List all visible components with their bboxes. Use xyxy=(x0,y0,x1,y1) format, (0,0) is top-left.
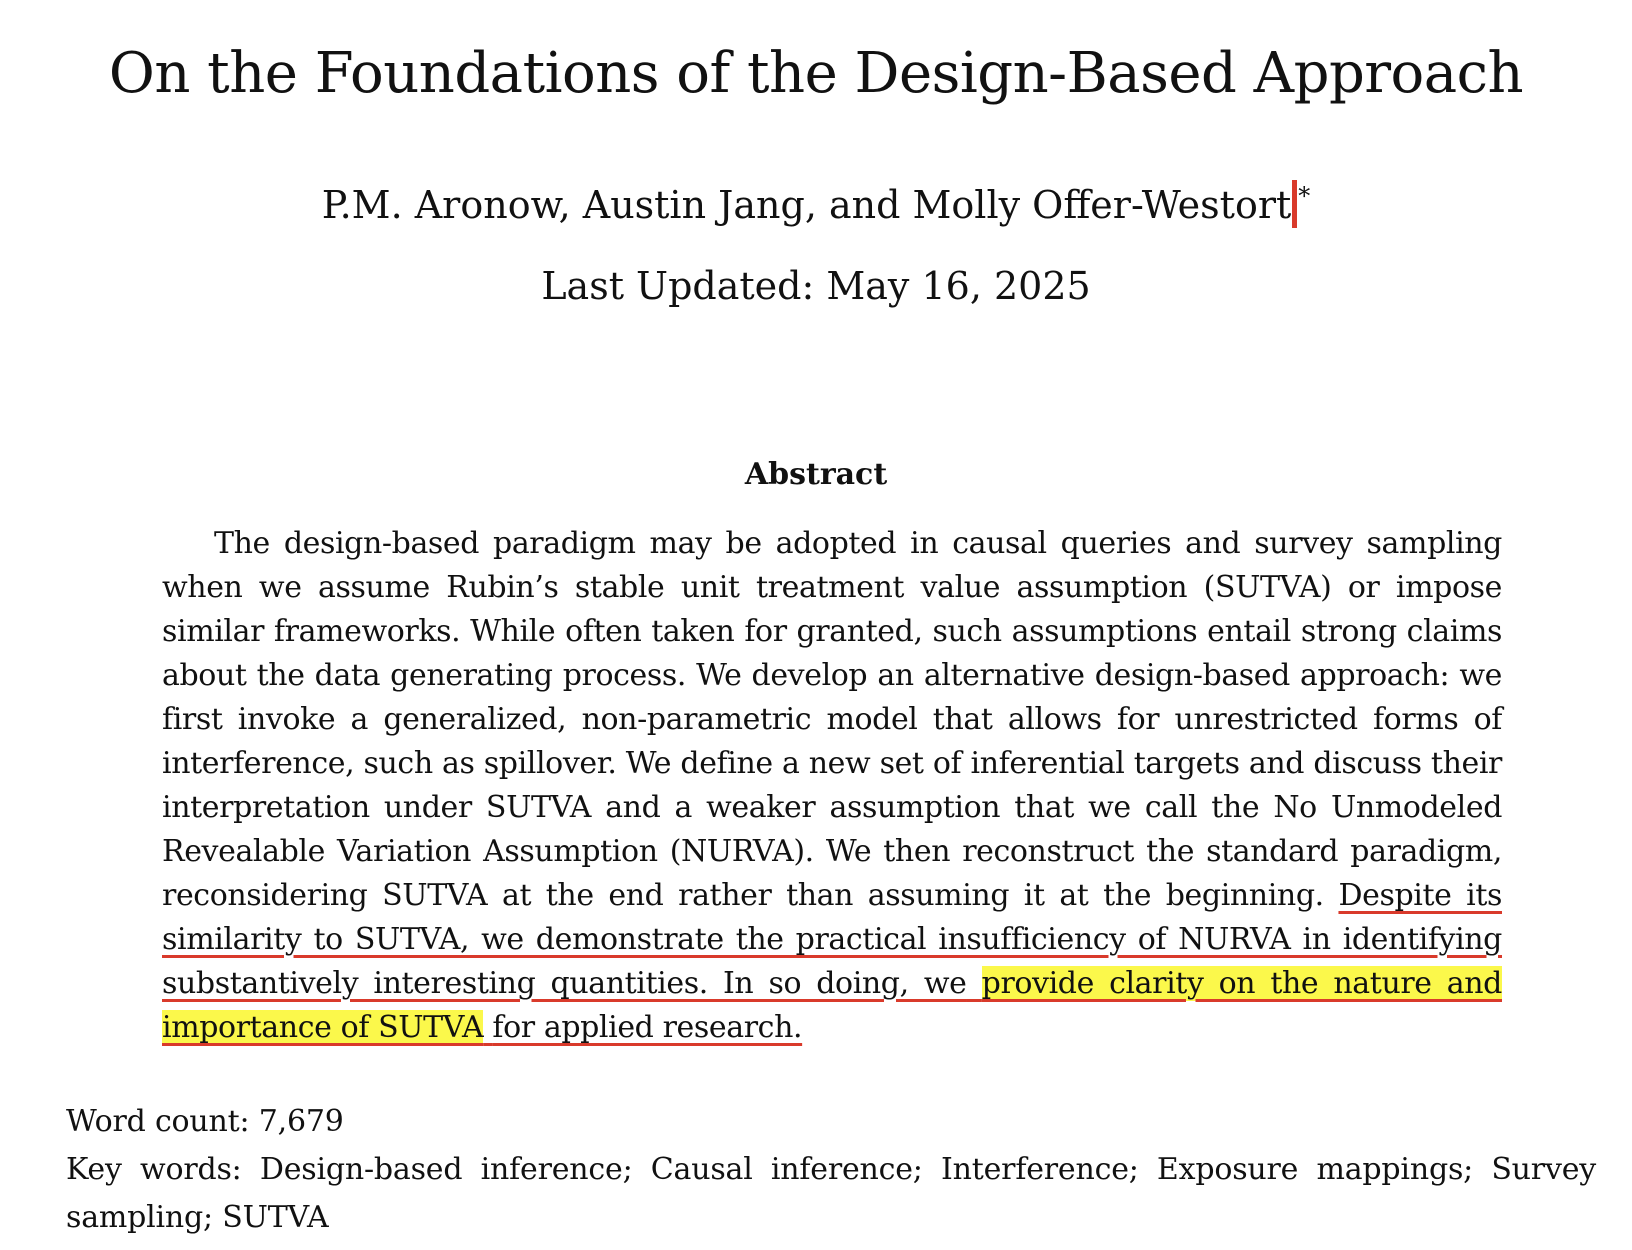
last-updated-date: Last Updated: May 16, 2025 xyxy=(541,264,1091,308)
keywords-label: Key words: xyxy=(66,1152,242,1187)
keywords-list: Design-based inference; Causal inference; Interference; Exposure mappings; Survey sampling; SUTVA xyxy=(66,1152,1596,1235)
word-count xyxy=(66,1098,1596,1146)
text-cursor-marker xyxy=(1292,180,1297,228)
abstract-plain-text: The design-based paradigm may be adopted in causal queries and survey sampling when we assume Rubin’s stable unit treatment value assumption (SUTVA) or impose similar frameworks. While often taken for granted, such assumptions entail strong claims about the data generating process. We develop an alternative design-based approach: we first invoke a generalized, non-parametric model that allows for unrestricted forms of interference, such as spillover. We define a new set of inferential targets and discuss their interpretation under SUTVA and a weaker assumption that we call the No Unmodeled Revealable Variation Assumption (NURVA). We then reconstruct the standard paradigm, reconsidering SUTVA at the end rather than assuming it at the beginning. xyxy=(162,526,1502,913)
author-footnote-mark: * xyxy=(1298,182,1311,210)
abstract-heading: Abstract xyxy=(744,457,888,492)
underlined-text-end: for applied research. xyxy=(492,1010,803,1045)
author-line xyxy=(0,172,1632,229)
paper-title: On the Foundations of the Design-Based Approach xyxy=(108,41,1524,106)
underlined-text: Despite its similarity to SUTVA, we demonstrate the practical insufficiency of NURVA in identifying substantively interesting quantities. In so doing, we xyxy=(162,878,1502,1001)
keywords xyxy=(66,1146,1596,1242)
highlighted-text: provide clarity on the nature and importance of SUTVA xyxy=(162,966,1502,1045)
paper-metadata xyxy=(66,1098,1596,1242)
word-count-label: Word count: xyxy=(66,1104,250,1139)
abstract-body xyxy=(162,522,1502,1050)
word-count-value: 7,679 xyxy=(258,1104,344,1139)
author-names: P.M. Aronow, Austin Jang, and Molly Offer-Westort xyxy=(321,183,1292,227)
